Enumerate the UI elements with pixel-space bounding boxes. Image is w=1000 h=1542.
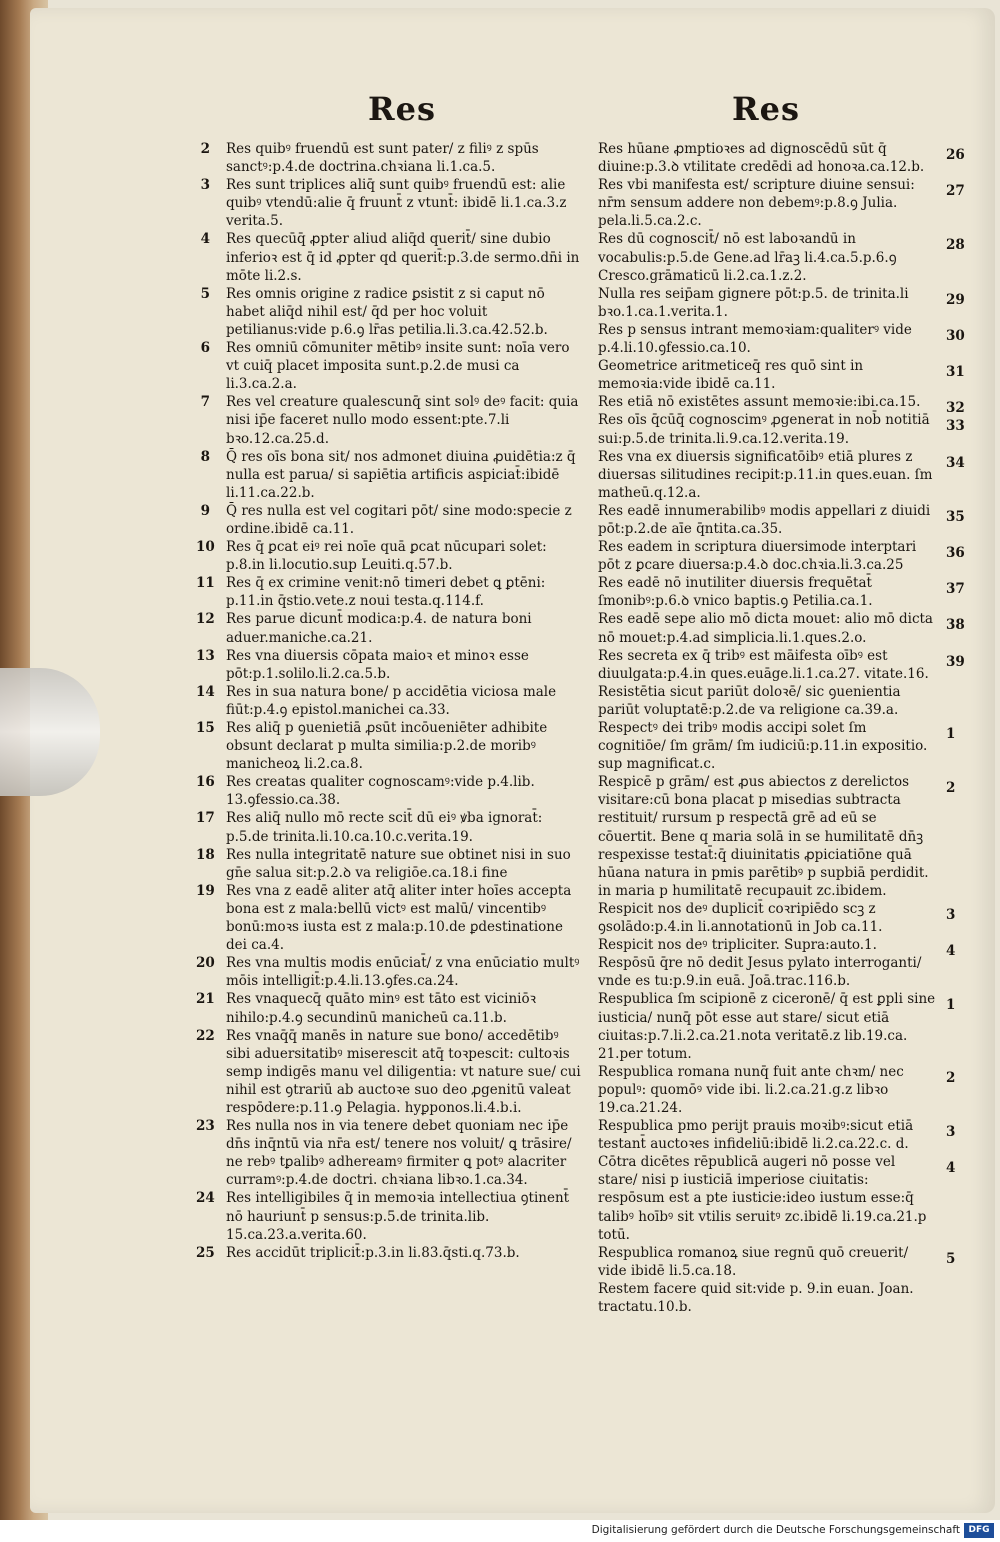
entry-text: Cōtra dicētes rēpublicā augeri nō posse vel stare/ nisi p iusticiā imperiose ciuitatis: respōsum est a pte iusticie:ideo iustum esse:q̄ talibꝰ hoībꝰ sit vtilis seruitꝰ zc.ibidē li.19.ca.21.p totū. [598, 1154, 927, 1243]
index-entry [598, 900, 963, 936]
entry-number: 22 [196, 1027, 215, 1044]
entry-text: Res etiā nō existētes assunt memoꝛie:ibi.ca.15. [598, 394, 921, 411]
index-entry [598, 683, 963, 719]
entry-number: 26 [946, 147, 965, 163]
index-entry [598, 1117, 963, 1153]
index-entry [196, 683, 584, 719]
entry-number: 3 [946, 1124, 956, 1141]
index-entry [598, 411, 963, 447]
entry-text: Res dū cognoscit̄/ nō est laboꝛandū in vocabulis:p.5.de Gene.ad lr̄aꝫ li.4.ca.5.p.6.ꝯ Cresco.grāmaticū li.2.ca.1.z.2. [598, 231, 897, 284]
index-entry [196, 647, 584, 683]
entry-number: 18 [196, 846, 215, 863]
index-entry [598, 230, 963, 284]
entry-text: Res q̄ ex crimine venit:nō timeri debet ꝗ ꝑtēni: p.11.in q̄stio.vete.z noui testa.q.114.f. [226, 575, 546, 610]
index-entry [598, 647, 963, 683]
index-entry [598, 574, 963, 610]
entry-number: 19 [196, 882, 215, 899]
index-entry [196, 990, 584, 1026]
index-entry [196, 574, 584, 610]
entry-text: Res in sua natura bone/ p accidētia viciosa male fiūt:p.4.ꝯ epistol.manichei ca.33. [226, 683, 557, 718]
entry-number: 29 [946, 291, 965, 308]
entry-number: 25 [196, 1244, 215, 1261]
entry-text: Resistētia sicut pariūt doloꝛē/ sic ꝯuenientia pariūt voluptatē:p.2.de va religione ca.39.a. [598, 683, 901, 718]
index-entry [196, 610, 584, 646]
dfg-logo: DFG [964, 1523, 994, 1538]
entry-text: Res creatas qualiter cognoscamꝰ:vide p.4.lib. 13.ꝯfessio.ca.38. [226, 774, 535, 809]
index-entry [598, 936, 963, 960]
index-entry [200, 502, 584, 538]
entry-number: 11 [196, 575, 215, 592]
footer-bar [0, 1520, 1000, 1542]
index-entry [196, 719, 584, 773]
running-head-left: Res [368, 90, 436, 128]
entry-text: Q̄ res oīs bona sit/ nos admonet diuina ꝓuidētia:z q̄ nulla est parua/ si sapiētia artificis aspiciat̄:ibidē li.11.ca.22.b. [226, 448, 576, 501]
entry-number: 5 [200, 285, 210, 302]
index-entry [196, 538, 584, 574]
index-entry [196, 1189, 584, 1243]
index-entry [200, 176, 584, 230]
entry-text: Res quecūq̄ ꝓpter aliud aliq̄d querit̄/ sine dubio inferioꝛ est q̄ id ꝓpter qd querit̄:p.3.de sermo.dn̄i in mōte li.2.s. [226, 231, 580, 284]
index-entry [598, 990, 963, 1062]
entry-text: Res omniū cōmuniter mētibꝰ insite sunt: noīa vero vt cuiq̄ placet imposita sunt.p.2.de musi ca li.3.ca.2.a. [226, 340, 570, 393]
entry-text: Geometrice aritmeticeq̄ res quō sint in memoꝛia:vide ibidē ca.11. [598, 358, 864, 393]
entry-number: 10 [196, 539, 215, 556]
entry-number: 27 [946, 183, 965, 200]
entry-number: 39 [946, 653, 965, 670]
index-entry [598, 140, 963, 176]
entry-text: Respicit nos deꝰ tripliciter. Supra:auto.1. [598, 937, 877, 954]
entry-number: 8 [200, 448, 210, 465]
entry-text: Nulla res seip̄am gignere pōt:p.5. de trinita.li bꝛo.1.ca.1.verita.1. [598, 285, 909, 320]
entry-number: 23 [196, 1118, 215, 1135]
index-entry [598, 954, 963, 990]
entry-text: Res intelligibiles q̄ in memoꝛia intellectiua ꝯtinent̄ nō hauriunt̄ p sensus:p.5.de trinita.lib. 15.ca.23.a.verita.60. [226, 1190, 570, 1243]
index-entry [200, 339, 584, 393]
entry-number: 17 [196, 810, 215, 827]
index-entry [196, 846, 584, 882]
entry-number: 4 [946, 1160, 956, 1177]
entry-text: Res sunt triplices aliq̄ sunt quibꝰ fruendū est: alie quibꝰ vtendū:alie q̄ fruunt̄ z vtunt̄: ibidē li.1.ca.3.z verita.5. [226, 177, 567, 230]
entry-text: Respublica romanoꝝ siue regnū quō creuerit/ vide ibidē li.5.ca.18. [598, 1244, 909, 1279]
index-entry [598, 538, 963, 574]
entry-number: 3 [946, 906, 956, 923]
entry-text: Res omnis origine z radice ꝑsistit z si caput nō habet aliq̄d nihil est/ q̄d per hoc voluit petilianus:vide p.6.ꝯ lr̄as petilia.li.3.ca.42.52.b. [226, 285, 548, 338]
entry-number: 33 [946, 418, 965, 435]
entry-number: 2 [946, 1069, 956, 1086]
index-entry [196, 809, 584, 845]
index-entry [598, 285, 963, 321]
index-entry [200, 393, 584, 447]
entry-number: 34 [946, 454, 965, 471]
entry-number: 2 [946, 780, 956, 797]
entry-text: Res aliq̄ nullo mō recte scit̄ dū eiꝰ ꝟba ignorat̄: p.5.de trinita.li.10.ca.10.c.verita.19. [226, 810, 543, 845]
index-entry [200, 140, 584, 176]
entry-number: 3 [200, 177, 210, 194]
entry-text: Respublica pmo perijt prauis moꝛibꝰ:sicut etiā testant̄ auctoꝛes infideliū:ibidē li.2.ca.22.c. d. [598, 1118, 914, 1153]
index-entry [196, 1117, 584, 1189]
entry-text: Res vna z eadē aliter atq̄ aliter inter hoīes accepta bona est z mala:bellū victꝰ est malū/ vincentibꝰ bonū:moꝛs iusta est z mala:p.10.de ꝑdestinatione dei ca.4. [226, 882, 572, 954]
entry-text: Respublica ſm scipionē z ciceronē/ q̄ est ꝑpli sine iusticia/ nunq̄ pōt esse aut stare/ sicut etiā ciuitas:p.7.li.2.ca.21.nota veritatē.z lib.19.ca. 21.per totum. [598, 991, 936, 1062]
entry-number: 9 [200, 502, 210, 519]
entry-text: Res aliq̄ p ꝯuenietiā ꝓsūt incōueniēter adhibite obsunt declarat p multa similia:p.2.de moribꝰ manicheoꝝ li.2.ca.8. [226, 720, 548, 773]
index-entry [598, 1280, 963, 1316]
entry-text: Res vnaquecq̄ quāto minꝰ est tāto est viciniōꝛ nihilo:p.4.ꝯ secundinū manicheū ca.11.b. [226, 991, 536, 1026]
entry-number: 30 [946, 327, 965, 344]
index-entry [598, 610, 963, 646]
entry-text: Res p sensus intrant memoꝛiam:qualiterꝰ vide p.4.li.10.ꝯfessio.ca.10. [598, 321, 912, 357]
entry-number: 1 [946, 997, 956, 1014]
footer-credit: Digitalisierung gefördert durch die Deutsche Forschungsgemeinschaft [591, 1524, 960, 1536]
entry-number: 36 [946, 545, 965, 562]
index-entry [200, 230, 584, 284]
entry-text: Respublica romana nunq̄ fuit ante chꝛm/ nec populꝰ: quomōꝰ vide ibi. li.2.ca.21.g.z libꝛo 19.ca.21.24. [598, 1063, 904, 1116]
entry-text: Res accidūt triplicit̄:p.3.in li.83.q̄sti.q.73.b. [226, 1244, 520, 1261]
index-entry [196, 773, 584, 809]
entry-text: Restem facere quid sit:vide p. 9.in euan. Joan. tractatu.10.b. [598, 1280, 914, 1315]
entry-text: Res vna diuersis cōpata maioꝛ et minoꝛ esse pōt:p.1.solilo.li.2.ca.5.b. [226, 647, 529, 682]
entry-text: Respectꝰ dei tribꝰ modis accipi solet ſm cognitiōe/ ſm grām/ ſm iudiciū:p.11.in expositio. sup magnificat.c. [598, 720, 928, 773]
entry-number: 13 [196, 647, 215, 664]
entry-number: 14 [196, 683, 215, 700]
left-column [196, 140, 584, 1262]
entry-number: 28 [946, 237, 965, 254]
index-entry [196, 954, 584, 990]
entry-number: 37 [946, 581, 965, 598]
index-entry [598, 1153, 963, 1243]
index-entry [598, 321, 963, 357]
index-entry [196, 882, 584, 954]
entry-number: 4 [200, 231, 210, 248]
entry-number: 1 [946, 726, 956, 742]
index-entry [598, 719, 963, 773]
entry-text: Res vna ex diuersis significatōibꝰ etiā plures z diuersas silitudines recipit:p.11.in ques.euan. ſm matheū.q.12.a. [598, 448, 933, 501]
entry-text: Res eadē innumerabilibꝰ modis appellari z diuidi pōt:p.2.de aīe q̄ntita.ca.35. [598, 502, 931, 537]
entry-number: 2 [200, 141, 210, 157]
index-entry [598, 448, 963, 502]
entry-text: Res nulla nos in via tenere debet quoniam nec ip̄e dn̄s inq̄ntū via nr̄a est/ tenere nos voluit/ ꝗ trāsire/ ne rebꝰ tꝑalibꝰ adhereamꝰ firmiter ꝗ potꝰ alacriter curramꝰ:p.4.de doctri. chꝛiana libꝛo.1.ca.34. [226, 1118, 572, 1189]
index-entry [598, 393, 965, 417]
entry-text: Res hūane ꝓmptioꝛes ad dignoscēdū sūt q̄ diuine:p.3.ꝺ vtilitate credēdi ad honoꝛa.ca.12.b. [598, 141, 925, 176]
entry-number: 20 [196, 955, 215, 972]
entry-number: 16 [196, 774, 215, 791]
index-entry [598, 1244, 963, 1280]
entry-number: 7 [200, 394, 210, 411]
entry-number: 4 [946, 943, 956, 960]
index-entry [196, 1244, 584, 1262]
right-column [598, 140, 963, 1316]
entry-text: Respōsū q̄re nō dedit Jesus pylato interroganti/ vnde es tu:p.9.in euā. Joā.trac.116.b. [598, 955, 922, 990]
entry-text: Res oīs q̄cūq̄ cognoscimꝰ ꝓgenerat in nob̄ notitiā sui:p.5.de trinita.li.9.ca.12.verita.19. [598, 412, 930, 447]
index-entry [598, 176, 963, 230]
index-entry [598, 502, 963, 538]
entry-text: Res quibꝰ fruendū est sunt pater/ z filiꝰ z spūs sanctꝰ:p.4.de doctrina.chꝛiana li.1.ca.5. [226, 141, 539, 176]
entry-number: 31 [946, 364, 965, 381]
index-entry [598, 773, 963, 900]
entry-text: Res parue dicunt̄ modica:p.4. de natura boni aduer.maniche.ca.21. [226, 611, 532, 646]
entry-text: Res nulla integritatē nature sue obtinet nisi in suo gn̄e salua sit:p.2.ꝺ va religiōe.ca.18.i fine [226, 846, 571, 881]
index-entry [598, 357, 963, 393]
entry-text: Res vel creature qualescunq̄ sint solꝰ deꝰ facit: quia nisi ip̄e faceret nullo modo essent:pte.7.li bꝛo.12.ca.25.d. [226, 394, 579, 447]
entry-text: Res vnaq̄q̄ manēs in nature sue bono/ accedētibꝰ sibi aduersitatibꝰ miserescit atq̄ toꝛpescit: cultoꝛis semp indigēs manu vel diligentia: vt nature sue/ cui nihil est ꝯtrariū ab auctoꝛe suo deo ꝓgenitū valeat respōdere:p.11.ꝯ Pelagia. hyꝑponos.li.4.b.i. [226, 1027, 581, 1116]
entry-text: Respicē p grām/ est ꝓus abiectos z derelictos visitare:cū bona placat p misedias subtracta restituit/ rursum p respectā grē ad eū se cōuertit. Bene q maria solā in se humilitatē dn̄ꝫ respexisse testat̄:q̄ diuinitatis ꝓpiciatiōne quā hūana natura in pmis parētibꝰ p supbiā perdidit. in maria p humilitatē recupauit zc.ibidem. [598, 774, 929, 899]
entry-number: 15 [196, 720, 215, 736]
entry-text: Res eadē sepe alio mō dicta mouet: alio mō dicta nō mouet:p.4.ad simplicia.li.1.ques.2.o. [598, 611, 933, 646]
entry-number: 6 [200, 340, 210, 357]
entry-number: 35 [946, 508, 965, 525]
entry-text: Q̄ res nulla est vel cogitari pōt/ sine modo:specie z ordine.ibidē ca.11. [226, 502, 572, 537]
entry-number: 24 [196, 1190, 215, 1207]
entry-number: 12 [196, 611, 215, 628]
entry-text: Res secreta ex q̄ tribꝰ est māifesta oībꝰ est diuulgata:p.4.in ques.euāge.li.1.ca.27. vitate.16. [598, 647, 929, 682]
entry-number: 5 [946, 1250, 956, 1267]
index-entry [200, 285, 584, 339]
entry-number: 32 [946, 400, 965, 417]
running-head-right: Res [732, 90, 800, 128]
entry-text: Res q̄ ꝑcat eiꝰ rei noīe quā ꝑcat nūcupari solet: p.8.in li.locutio.sup Leuiti.q.57.b. [226, 539, 547, 574]
index-entry [200, 448, 584, 502]
entry-text: Respicit nos deꝰ duplicit̄ coꝛripiēdo scꝫ z ꝯsolādo:p.4.in li.annotationū in Job ca.11. [598, 900, 883, 936]
entry-number: 38 [946, 617, 965, 634]
entry-text: Res eadē nō inutiliter diuersis frequētat̄ ſmonibꝰ:p.6.ꝺ vnico baptis.ꝯ Petilia.ca.1. [598, 575, 873, 610]
index-entry [196, 1027, 584, 1117]
index-entry [598, 1063, 963, 1117]
entry-text: Res vna multis modis enūciat̄/ z vna enūciatio multꝰ mōis intelligit̄:p.4.li.13.ꝯfes.ca.24. [226, 955, 580, 990]
entry-text: Res vbi manifesta est/ scripture diuine sensui: nr̄m sensum addere non debemꝰ:p.8.ꝯ Julia. pela.li.5.ca.2.c. [598, 177, 915, 230]
entry-text: Res eadem in scriptura diuersimode interptari pōt z ꝑcare diuersa:p.4.ꝺ doc.chꝛia.li.3.ca.25 [598, 539, 917, 574]
entry-number: 21 [196, 991, 215, 1008]
